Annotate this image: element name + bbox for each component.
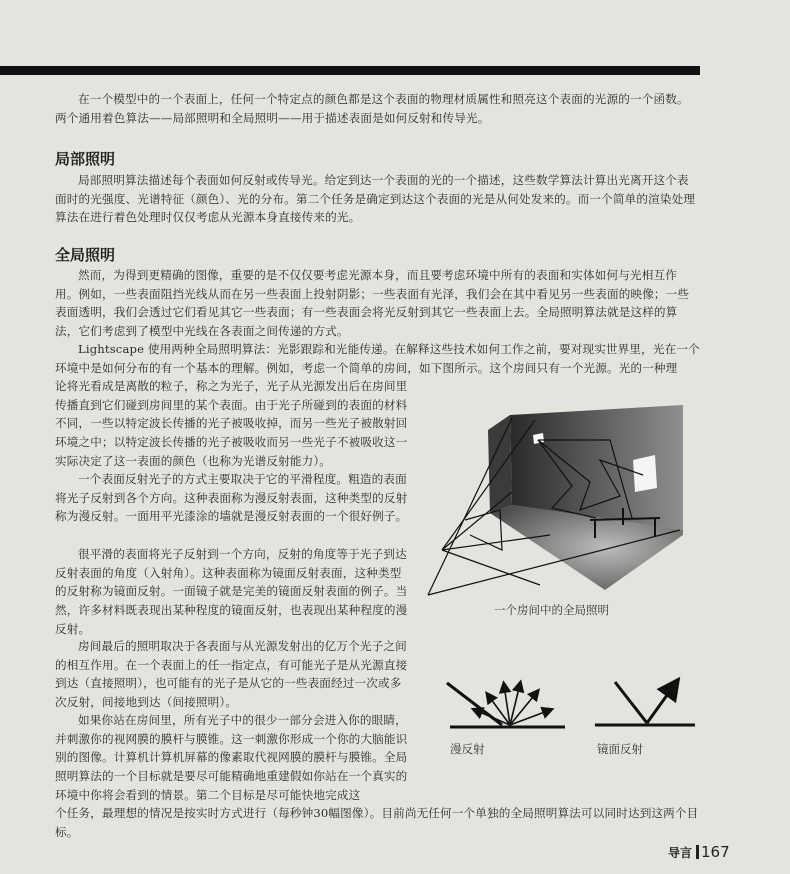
- specular-reflection-label: 镜面反射: [597, 742, 643, 756]
- room-window: [633, 455, 657, 492]
- diffuse-reflection-diagram: [440, 670, 570, 740]
- page-number: 167: [701, 843, 730, 861]
- global-paragraph-3: 一个表面反射光子的方式主要取决于它的平滑程度。粗造的表面将光子反射到各个方向。这种表面称为漫反射表面，这种类型的反射称为漫反射。一面用平光漆涂的墙就是漫反射表面的一个很好例子。: [55, 472, 408, 524]
- specular-reflected-ray: [647, 684, 675, 723]
- specular-reflection-diagram: [590, 670, 700, 740]
- specular-incident-ray: [615, 682, 647, 723]
- footer-divider: [696, 845, 699, 859]
- room-left-wall: [488, 415, 512, 513]
- global-paragraph-6-continued: 个任务，最理想的情况是按实时方式进行（每秒钟30幅图像）。目前尚无任何一个单独的全局照明算法可以同时达到这两个目标。: [55, 806, 699, 839]
- global-paragraph-4: 很平滑的表面将光子反射到一个方向，反射的角度等于光子到达反射表面的角度（入射角）。这种表面称为镜面反射表面，这种类型的反射称为镜面反射。一面镜子就是完美的镜面反射表面的例子。当然，许多材料既表现出某种程度的镜面反射，也表现出某种程度的漫反射。: [55, 547, 408, 636]
- global-illumination-heading: 全局照明: [55, 246, 116, 264]
- global-paragraph-1: 然而，为得到更精确的图像，重要的是不仅仅要考虑光源本身，而且要考虑环境中所有的表面和实体如何与光相互作用。例如，一些表面阻挡光线从而在另一些表面上投射阴影；一些表面有光泽，我们会在其中看见另一些表面的映像；一些表面透明，我们会透过它们看见其它一些表面；有一些表面会将光反射到其它一些表面上去。全局照明算法就是这样的算法，它们考虑到了模型中光线在各表面之间传递的方式。: [55, 268, 690, 339]
- global-paragraph-2-continued: 论将光看成是离散的粒子，称之为光子，光子从光源发出后在房间里传播直到它们碰到房间里的某个表面。由于光子所碰到的表面的材料不同，一些以特定波长传播的光子被吸收掉，而另一些光子被散射回环境之中；以特定波长传播的光子被吸收而另一些光子不被吸收这一实际决定了这一表面的颜色（也称为光谱反射能力）。: [55, 379, 408, 468]
- page-footer: [668, 842, 730, 861]
- header-rule: [0, 66, 700, 75]
- diffuse-reflection-label: 漫反射: [450, 742, 485, 756]
- room-illustration: [420, 400, 700, 600]
- footer-section-label: 导言: [668, 846, 693, 860]
- global-paragraph-5: 房间最后的照明取决于各表面与从光源发射出的亿万个光子之间的相互作用。在一个表面上的任一指定点，有可能光子是从光源直接到达（直接照明），也可能有的光子是从它的一些表面经过一次或多次反射，间接地到达（间接照明）。: [55, 639, 408, 710]
- local-illumination-heading: 局部照明: [55, 150, 116, 168]
- diffuse-scattered-rays: [475, 684, 550, 725]
- room-figure-caption: 一个房间中的全局照明: [494, 603, 609, 617]
- local-illumination-paragraph: 局部照明算法描述每个表面如何反射或传导光。给定到达一个表面的光的一个描述，这些数学算法计算出光离开这个表面时的光强度、光谱特征（颜色）、光的分布。第二个任务是确定到达这个表面的光是从何处发来的。而一个简单的渲染处理算法在进行着色处理时仅仅考虑从光源本身直接传来的光。: [55, 173, 696, 225]
- intro-paragraph: 在一个模型中的一个表面上，任何一个特定点的颜色都是这个表面的物理材质属性和照亮这个表面的光源的一个函数。两个通用着色算法——局部照明和全局照明——用于描述表面是如何反射和传导光。: [55, 92, 689, 125]
- global-paragraph-2: Lightscape 使用两种全局照明算法：光影跟踪和光能传递。在解释这些技术如何工作之前，要对现实世界里，光在一个环境中是如何分布的有一个基本的理解。例如，考虑一个简单的房间，如下图所示。这个房间只有一个光源。光的一种理: [55, 342, 700, 375]
- global-paragraph-6: 如果你站在房间里，所有光子中的很少一部分会进入你的眼睛，并刺激你的视网膜的膜杆与膜锥。这一刺激你形成一个你的大脑能识别的图像。计算机计算机屏幕的像素取代视网膜的膜杆与膜锥。全局照明算法的一个目标就是要尽可能精确地重建假如你站在一个真实的环境中你将会看到的情景。第二个目标是尽可能快地完成这: [55, 713, 408, 802]
